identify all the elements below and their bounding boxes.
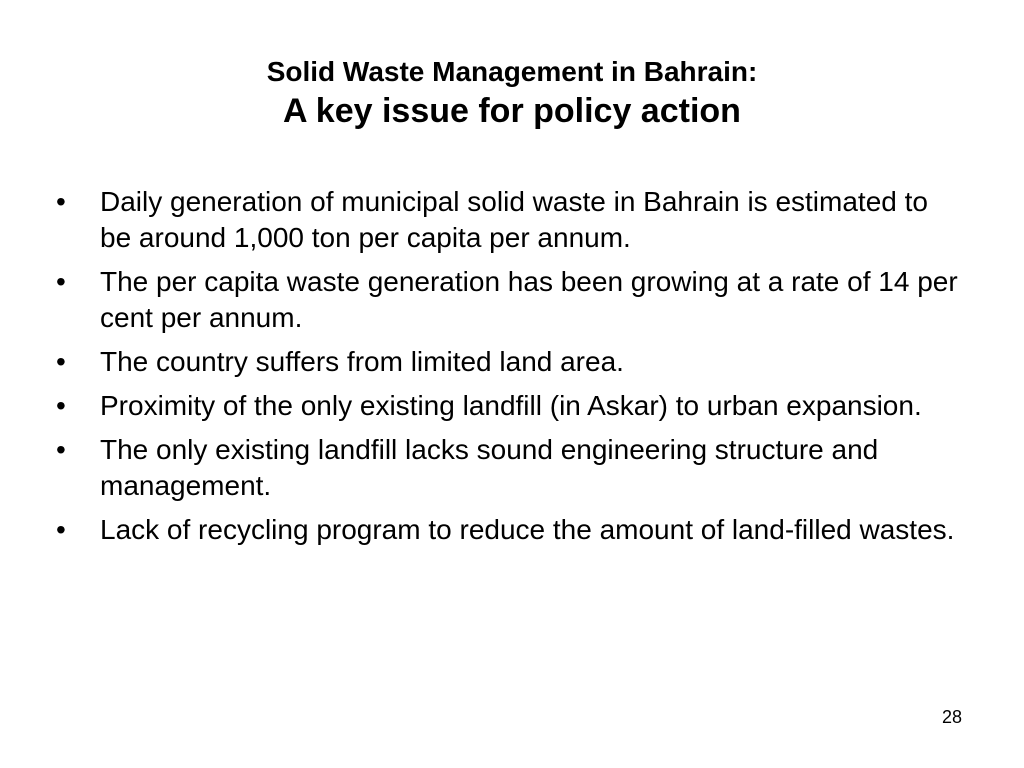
title-line-2: A key issue for policy action: [283, 92, 741, 130]
slide-title: [0, 54, 1024, 132]
bullet-text: The only existing landfill lacks sound engineering structure and management.: [100, 434, 879, 501]
bullet-text: The per capita waste generation has been growing at a rate of 14 per cent per annum.: [100, 266, 958, 333]
bullet-list: [56, 184, 966, 556]
page-number: 28: [941, 707, 962, 727]
bullet-icon: •: [56, 186, 66, 217]
bullet-item-3: [56, 344, 966, 380]
bullet-item-1: [56, 184, 966, 256]
bullet-icon: •: [56, 514, 66, 545]
bullet-text: The country suffers from limited land area.: [100, 346, 624, 377]
bullet-icon: •: [56, 390, 66, 421]
bullet-text: Daily generation of municipal solid waste in Bahrain is estimated to be around 1,000 ton per capita per annum.: [100, 186, 928, 253]
bullet-text: Lack of recycling program to reduce the amount of land-filled wastes.: [100, 514, 955, 545]
bullet-icon: •: [56, 266, 66, 297]
bullet-item-5: [56, 432, 966, 504]
bullet-icon: •: [56, 346, 66, 377]
title-line-1: Solid Waste Management in Bahrain:: [266, 56, 758, 87]
bullet-icon: •: [56, 434, 66, 465]
bullet-text: Proximity of the only existing landfill (in Askar) to urban expansion.: [100, 390, 922, 421]
bullet-item-2: [56, 264, 966, 336]
bullet-item-6: [56, 512, 966, 548]
bullet-item-4: [56, 388, 966, 424]
